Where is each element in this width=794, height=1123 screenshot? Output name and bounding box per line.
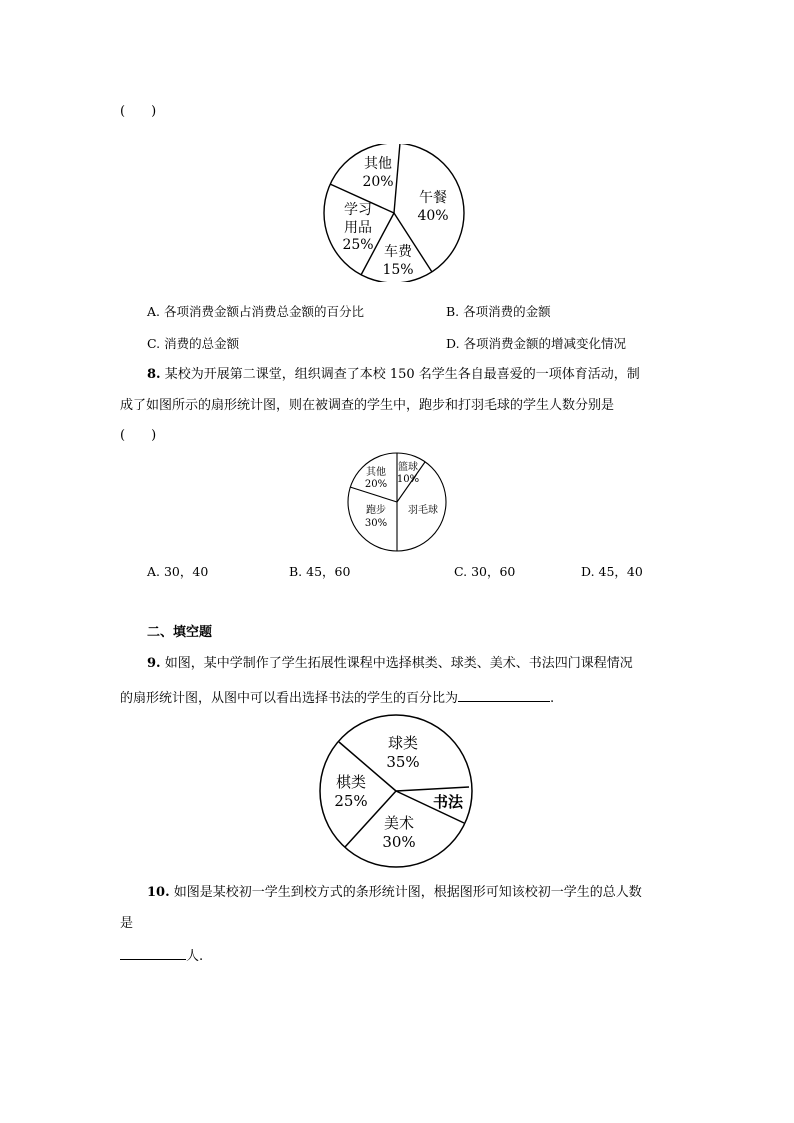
q9-slice-chess-pct: 25% (334, 792, 368, 810)
section-title: 二、填空题 (147, 625, 213, 640)
q8-slice-badminton-name: 羽毛球 (408, 505, 438, 516)
q7-slice-study-name-2: 用品 (344, 220, 372, 236)
q7-slice-study-name-1: 学习 (344, 202, 372, 218)
q10-line-3 (120, 946, 203, 965)
q10-answer-blank[interactable] (120, 946, 186, 960)
q7-slice-lunch-pct: 40% (417, 208, 449, 224)
q8-text-1: 某校为开展第二课堂，组织调查了本校 150 名学生各自最喜爱的一项体育活动，制 (160, 367, 640, 382)
q9-slice-ball-name: 球类 (387, 734, 419, 752)
q10-number: 10. (147, 885, 170, 900)
q7-option-a: A. 各项消费金额占消费总金额的百分比 (147, 304, 364, 319)
q7-option-c: C. 消费的总金额 (147, 336, 240, 351)
q7-slice-other-name: 其他 (364, 156, 392, 172)
q9-text-1: 如图，某中学制作了学生拓展性课程中选择棋类、球类、美术、书法四门课程情况 (160, 656, 633, 671)
q8-line-1 (147, 367, 640, 383)
q8-option-a: A. 30，40 (147, 564, 209, 579)
q10-text-1: 如图是某校初一学生到校方式的条形统计图，根据图形可知该校初一学生的总人数 (169, 885, 642, 900)
q7-option-b: B. 各项消费的金额 (446, 304, 551, 319)
q7-pie-divider (394, 144, 400, 213)
q7-slice-other-pct: 20% (362, 174, 394, 190)
q9-slice-chess-name: 棋类 (335, 773, 367, 791)
q7-slice-lunch-name: 午餐 (419, 190, 447, 206)
q8-option-c: C. 30，60 (454, 564, 516, 579)
q9-line-2 (120, 688, 554, 707)
q9-slice-ball-pct: 35% (386, 753, 420, 771)
q7-slice-study-pct: 25% (342, 237, 374, 253)
q8-option-b: B. 45，60 (289, 564, 351, 579)
q9-line-1 (147, 656, 633, 672)
q9-text-end: . (550, 691, 555, 706)
q9-slice-art-pct: 30% (382, 833, 416, 851)
q7-option-d: D. 各项消费金额的增减变化情况 (446, 336, 627, 351)
q8-slice-basketball-pct: 10% (396, 474, 420, 485)
q9-text-2: 的扇形统计图，从图中可以看出选择书法的学生的百分比为 (120, 691, 459, 706)
q7-pie-chart (320, 144, 470, 282)
q9-number: 9. (147, 656, 161, 671)
q10-line-1 (147, 885, 642, 901)
q9-pie-divider (396, 787, 469, 791)
q9-slice-calligraphy-name: 书法 (432, 793, 464, 811)
q8-slice-other-name: 其他 (366, 467, 386, 478)
q7-slice-fare-name: 车费 (384, 244, 412, 260)
q8-number: 8. (147, 367, 161, 382)
q8-option-d: D. 45，40 (581, 564, 643, 579)
q9-answer-blank[interactable] (458, 688, 550, 702)
q10-text-2: 是 (120, 916, 134, 931)
q8-pie-chart (346, 452, 450, 552)
q8-slice-running-pct: 30% (364, 518, 388, 529)
q10-text-end: 人. (186, 949, 204, 964)
q8-text-2: 成了如图所示的扇形统计图，则在被调查的学生中，跑步和打羽毛球的学生人数分别是 (120, 398, 615, 413)
q7-slice-fare-pct: 15% (382, 262, 414, 278)
q9-pie-chart (318, 712, 474, 872)
q8-slice-running-name: 跑步 (366, 505, 386, 516)
q8-slice-basketball-name: 篮球 (398, 462, 418, 473)
q8-slice-other-pct: 20% (364, 479, 388, 490)
q7-answer-paren: ( ) (120, 104, 157, 119)
q8-answer-paren: ( ) (120, 428, 157, 443)
q9-slice-art-name: 美术 (383, 814, 415, 832)
